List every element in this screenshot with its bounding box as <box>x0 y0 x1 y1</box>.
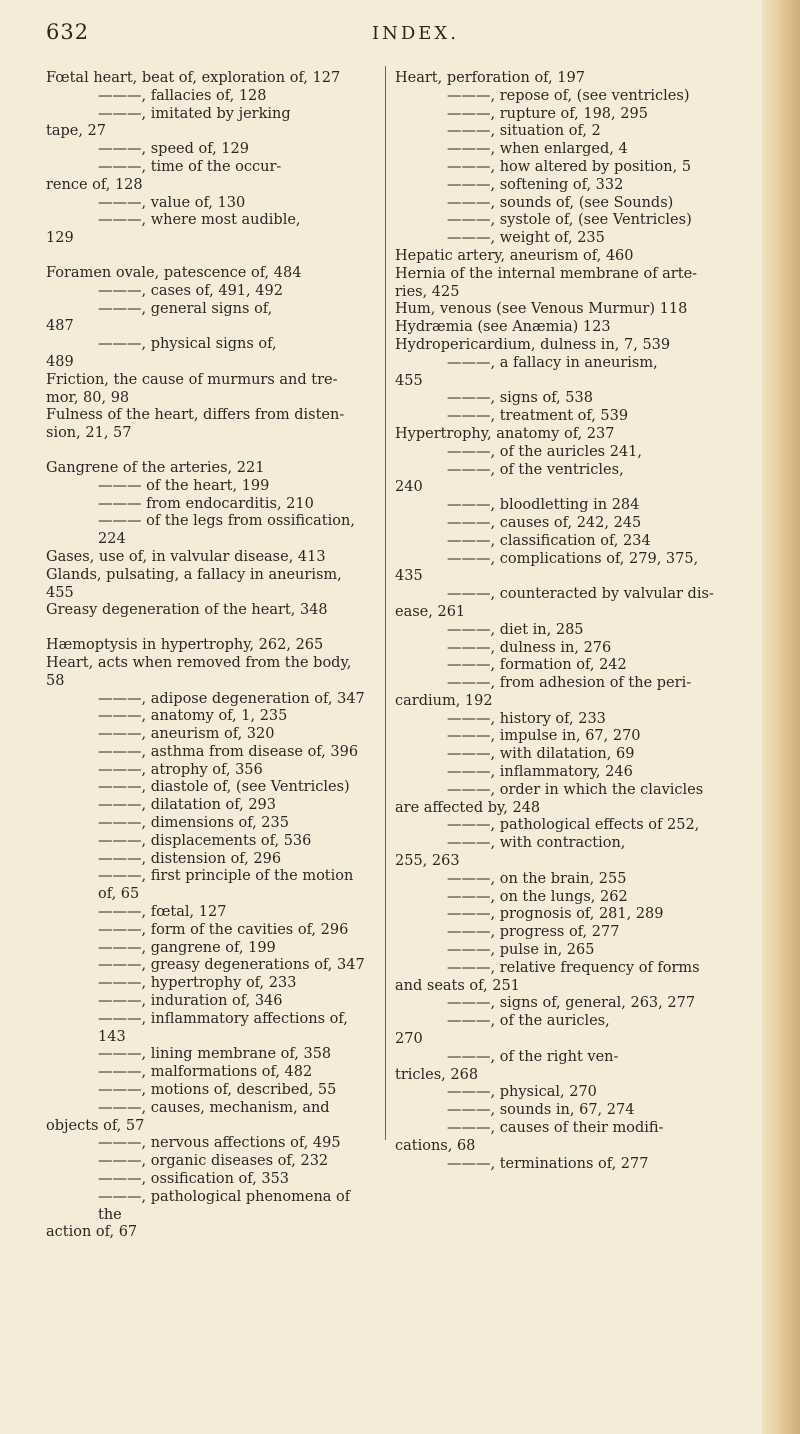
index-entry: ———, sounds in, 67, 274 <box>447 1102 635 1119</box>
index-entry: ———, first principle of the motion of, 65 <box>98 868 354 903</box>
index-entry: Fulness of the heart, differs from disten- <box>46 407 345 424</box>
index-entry: Hepatic artery, aneurism of, 460 <box>395 247 634 264</box>
index-entry: are affected by, 248 <box>395 799 541 816</box>
index-entry: ———, weight of, 235 <box>447 230 605 247</box>
index-entry: ———, signs of, general, 263, 277 <box>447 995 696 1012</box>
index-entry: ———, from adhesion of the peri- <box>447 675 692 692</box>
index-entry: ———, treatment of, 539 <box>447 408 629 425</box>
index-entry: Hernia of the internal membrane of arte- <box>395 265 698 282</box>
index-entry: ———, with dilatation, 69 <box>447 746 635 763</box>
index-entry: Greasy degeneration of the heart, 348 <box>46 602 328 619</box>
index-entry: ———, progress of, 277 <box>447 924 620 941</box>
page-number: 632 <box>46 20 90 44</box>
index-entry: ———, induration of, 346 <box>98 993 283 1010</box>
index-entry: ———, motions of, described, 55 <box>98 1082 337 1099</box>
index-entry: Fœtal heart, beat of, exploration of, 127 <box>46 70 341 86</box>
index-entry: ———, sounds of, (see Sounds) <box>447 194 674 211</box>
index-entry: ———, hypertrophy of, 233 <box>98 975 297 992</box>
index-entry: and seats of, 251 <box>395 977 520 994</box>
index-entry: ———, speed of, 129 <box>98 141 249 158</box>
index-entry: Glands, pulsating, a fallacy in aneurism, <box>46 566 342 583</box>
index-entry: ———, of the auricles 241, <box>447 443 643 460</box>
index-entry: ———, nervous affections of, 495 <box>98 1135 341 1152</box>
index-entry: 487 <box>46 318 74 335</box>
index-entry: ———, of the ventricles, <box>447 461 624 478</box>
index-entry: objects of, 57 <box>46 1117 145 1134</box>
index-entry: ———, distension of, 296 <box>98 850 282 867</box>
index-entry: ———, on the brain, 255 <box>447 870 627 887</box>
index-entry: ———, cases of, 491, 492 <box>98 282 283 299</box>
index-entry: ———, of the auricles, <box>447 1013 610 1030</box>
index-entry: ———, signs of, 538 <box>447 390 593 407</box>
index-entry: Hum, venous (see Venous Murmur) 118 <box>395 301 688 318</box>
index-entry: 58 <box>46 672 65 689</box>
index-entry: Heart, acts when removed from the body, <box>46 654 352 671</box>
index-entry: ries, 425 <box>395 283 460 300</box>
index-entry: ———, impulse in, 67, 270 <box>447 728 641 745</box>
index-entry: ———, asthma from disease of, 396 <box>98 743 359 760</box>
index-entry: ———, on the lungs, 262 <box>447 888 628 905</box>
index-entry: 240 <box>395 479 423 496</box>
index-entry: ———, systole of, (see Ventricles) <box>447 212 692 229</box>
index-entry: ease, 261 <box>395 603 466 620</box>
index-entry: ———, a fallacy in aneurism, <box>447 354 658 371</box>
index-entry: ———, repose of, (see ventricles) <box>447 87 690 104</box>
index-entry: ———, history of, 233 <box>447 710 606 727</box>
index-column-left <box>46 70 374 1242</box>
index-entry: ———, terminations of, 277 <box>447 1155 649 1172</box>
index-entry: ———, softening of, 332 <box>447 176 624 193</box>
index-entry: 455 <box>46 584 74 601</box>
index-entry: ———, pathological effects of 252, <box>447 817 700 834</box>
index-entry: ———, physical, 270 <box>447 1084 597 1101</box>
index-entry: ———, time of the occur- <box>98 158 282 175</box>
index-entry: ———, dimensions of, 235 <box>98 815 289 832</box>
index-entry: ———, dulness in, 276 <box>447 639 612 656</box>
index-entry: ———, displacements of, 536 <box>98 832 312 849</box>
index-entry: rence of, 128 <box>46 176 143 193</box>
index-entry: action of, 67 <box>46 1224 138 1241</box>
column-divider <box>385 66 386 1140</box>
index-entry: ———, fœtal, 127 <box>98 904 227 921</box>
page-header <box>0 20 760 50</box>
index-entry: ———, dilatation of, 293 <box>98 797 277 814</box>
index-entry: Gases, use of, in valvular disease, 413 <box>46 548 326 565</box>
index-entry: Friction, the cause of murmurs and tre- <box>46 371 338 388</box>
index-entry: ———, malformations of, 482 <box>98 1064 313 1081</box>
index-entry: ———, physical signs of, <box>98 336 277 353</box>
index-entry: ———, general signs of, <box>98 300 273 317</box>
index-entry: ———, causes of, 242, 245 <box>447 514 642 531</box>
index-entry: ———, pulse in, 265 <box>447 942 595 959</box>
index-entry: ———, pathological phenomena of the <box>98 1188 351 1223</box>
index-entry: ———, of the right ven- <box>447 1048 619 1065</box>
index-entry: ———, aneurism of, 320 <box>98 726 275 743</box>
index-entry: ——— of the legs from ossification, 224 <box>98 513 355 548</box>
index-column-right <box>395 70 745 1173</box>
index-entry: ———, ossification of, 353 <box>98 1171 290 1188</box>
index-entry: ———, where most audible, <box>98 212 301 229</box>
index-entry: 489 <box>46 353 74 370</box>
index-entry: Foramen ovale, patescence of, 484 <box>46 264 302 281</box>
index-entry: ———, form of the cavities of, 296 <box>98 921 349 938</box>
index-entry: ———, situation of, 2 <box>447 123 601 140</box>
index-entry: ———, causes of their modifi- <box>447 1120 664 1137</box>
index-entry: 455 <box>395 372 423 389</box>
index-entry: ———, greasy degenerations of, 347 <box>98 957 365 974</box>
index-entry: ———, diastole of, (see Ventricles) <box>98 779 350 796</box>
index-entry: ———, anatomy of, 1, 235 <box>98 708 288 725</box>
index-entry: 129 <box>46 230 74 247</box>
index-entry: ———, rupture of, 198, 295 <box>447 105 648 122</box>
index-entry: ———, atrophy of, 356 <box>98 761 263 778</box>
index-entry: Hydræmia (see Anæmia) 123 <box>395 319 611 336</box>
index-entry: ———, counteracted by valvular dis- <box>447 586 714 603</box>
index-entry: ———, imitated by jerking <box>98 105 291 122</box>
index-entry: ———, inflammatory, 246 <box>447 764 633 781</box>
index-entry: ———, formation of, 242 <box>447 657 627 674</box>
index-entry: ———, classification of, 234 <box>447 532 651 549</box>
index-entry: Heart, perforation of, 197 <box>395 70 585 86</box>
index-entry: 255, 263 <box>395 853 460 870</box>
index-entry: Hypertrophy, anatomy of, 237 <box>395 425 615 442</box>
index-entry: ———, fallacies of, 128 <box>98 87 267 104</box>
index-entry: ———, order in which the clavicles <box>447 781 704 798</box>
index-entry: cations, 68 <box>395 1137 476 1154</box>
index-entry: 435 <box>395 568 423 585</box>
index-entry: 270 <box>395 1031 423 1048</box>
index-entry: tape, 27 <box>46 123 107 140</box>
index-entry: ———, how altered by position, 5 <box>447 158 692 175</box>
index-entry: ———, prognosis of, 281, 289 <box>447 906 664 923</box>
index-entry: tricles, 268 <box>395 1066 479 1083</box>
index-entry: ———, gangrene of, 199 <box>98 939 276 956</box>
index-entry: ———, relative frequency of forms <box>447 959 700 976</box>
index-entry: ———, bloodletting in 284 <box>447 497 640 514</box>
index-entry: ———, when enlarged, 4 <box>447 141 628 158</box>
index-entry: Gangrene of the arteries, 221 <box>46 459 265 476</box>
running-head: INDEX. <box>372 23 459 44</box>
index-entry: ——— of the heart, 199 <box>98 477 270 494</box>
index-entry: ———, diet in, 285 <box>447 621 584 638</box>
index-entry: ———, lining membrane of, 358 <box>98 1046 332 1063</box>
index-entry: ———, adipose degeneration of, 347 <box>98 690 365 707</box>
index-entry: cardium, 192 <box>395 692 493 709</box>
index-entry: ———, value of, 130 <box>98 194 246 211</box>
page-edge <box>762 0 800 1434</box>
index-entry: Hydropericardium, dulness in, 7, 539 <box>395 336 671 353</box>
index-entry: ———, organic diseases of, 232 <box>98 1153 329 1170</box>
index-entry: mor, 80, 98 <box>46 389 130 406</box>
index-entry: ———, complications of, 279, 375, <box>447 550 699 567</box>
index-entry: ———, with contraction, <box>447 835 626 852</box>
index-entry: ———, inflammatory affections of, 143 <box>98 1010 348 1045</box>
index-entry: Hæmoptysis in hypertrophy, 262, 265 <box>46 637 324 654</box>
index-entry: sion, 21, 57 <box>46 425 132 442</box>
index-entry: ——— from endocarditis, 210 <box>98 495 314 512</box>
index-entry: ———, causes, mechanism, and <box>98 1099 330 1116</box>
